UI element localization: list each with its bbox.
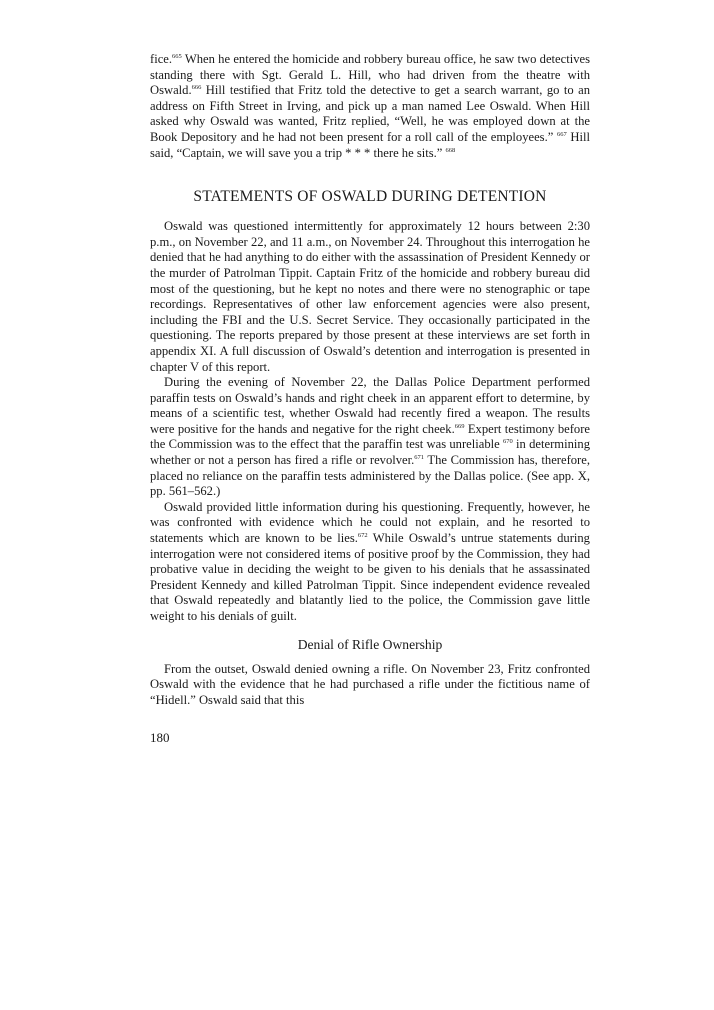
footnote-ref: 665 (172, 53, 182, 60)
text-run: Oswald was questioned intermittently for approximately 12 hours between 2:30 p.m., on November 22, and 11 a.m., on November 24. Throughout this interrogation he denied that he had anything to do either with the assassination of President Kennedy or the murder of Patrolman Tippit. Captain Fritz of the homicide and robbery bureau did most of the questioning, but he kept no notes and there were no stenographic or tape recordings. Representatives of other law enforcement agencies were also present, including the FBI and the U.S. Secret Service. They occasionally participated in the questioning. The reports prepared by those present at these interviews are set forth in appendix XI. A full discussion of Oswald’s detention and interrogation is presented in chapter V of this report. (150, 219, 590, 374)
text-run: From the outset, Oswald denied owning a rifle. On November 23, Fritz confronted Oswald with the evidence that he had purchased a rifle under the fictitious name of “Hidell.” Oswald said that this (150, 661, 590, 707)
footnote-ref: 668 (445, 146, 456, 154)
text-run: While Oswald’s untrue statements during interrogation were not considered items of positive proof by the Commission, they had probative value in deciding the weight to be given to his denials that he assassinated President Kennedy and killed Patrolman Tippit. Since independent evidence revealed that Oswald repeatedly and blatantly lied to the police, the Commission gave little weight to his denials of guilt. (150, 531, 590, 623)
section-paragraph-3 (150, 500, 590, 625)
footnote-ref: 671 (414, 454, 425, 462)
document-page (150, 52, 590, 745)
text-run: During the evening of November 22, the Dallas Police Department performed paraffin tests on Oswald’s hands and right cheek in an apparent effort to determine, by means of a scientific test, whether Oswald had recently fired a weapon. The results were positive for the hands and negative for the right cheek. (150, 375, 590, 436)
footnote-ref: 666 (191, 84, 202, 92)
footnote-ref: 667 (556, 130, 567, 138)
subsection-heading: Denial of Rifle Ownership (297, 636, 443, 652)
footnote-ref: 672 (357, 532, 368, 540)
text-run: Expert testimony before the Commission was to the effect that the paraffin test was unreliable (150, 421, 590, 452)
subsection-paragraph-1 (150, 662, 590, 709)
text-run: Hill said, “Captain, we will save you a trip * * * there he sits.” (150, 129, 590, 160)
intro-paragraph (150, 52, 590, 161)
text-run: Oswald provided little information during his questioning. Frequently, however, he was confronted with evidence which he could not explain, and he resorted to statements which are known to be lies. (150, 499, 590, 546)
text-run: fice. (150, 52, 173, 66)
section-heading: STATEMENTS OF OSWALD DURING DETENTION (193, 188, 547, 206)
text-run: The Commission has, therefore, placed no reliance on the paraffin tests administered by the Dallas police. (See app. X, pp. 561–562.) (150, 453, 590, 499)
text-run: in determining whether or not a person has fired a rifle or revolver. (150, 437, 590, 468)
section-paragraph-1 (150, 219, 590, 375)
text-run: When he entered the homicide and robbery bureau office, he saw two detectives standing there with Sgt. Gerald L. Hill, who had driven from the theatre with Oswald. (150, 52, 590, 98)
text-run: Hill testified that Fritz told the detective to get a search warrant, go to an address on Fifth Street in Irving, and pick up a man named Lee Oswald. When Hill asked why Oswald was wanted, Fritz replied, “Well, he was employed down at the Book Depository and he had not been present for a roll call of the employees.” (150, 83, 590, 144)
footnote-ref: 670 (503, 438, 513, 446)
footnote-ref: 669 (454, 422, 465, 430)
page-number: 180 (150, 730, 170, 746)
section-paragraph-2 (150, 375, 590, 500)
